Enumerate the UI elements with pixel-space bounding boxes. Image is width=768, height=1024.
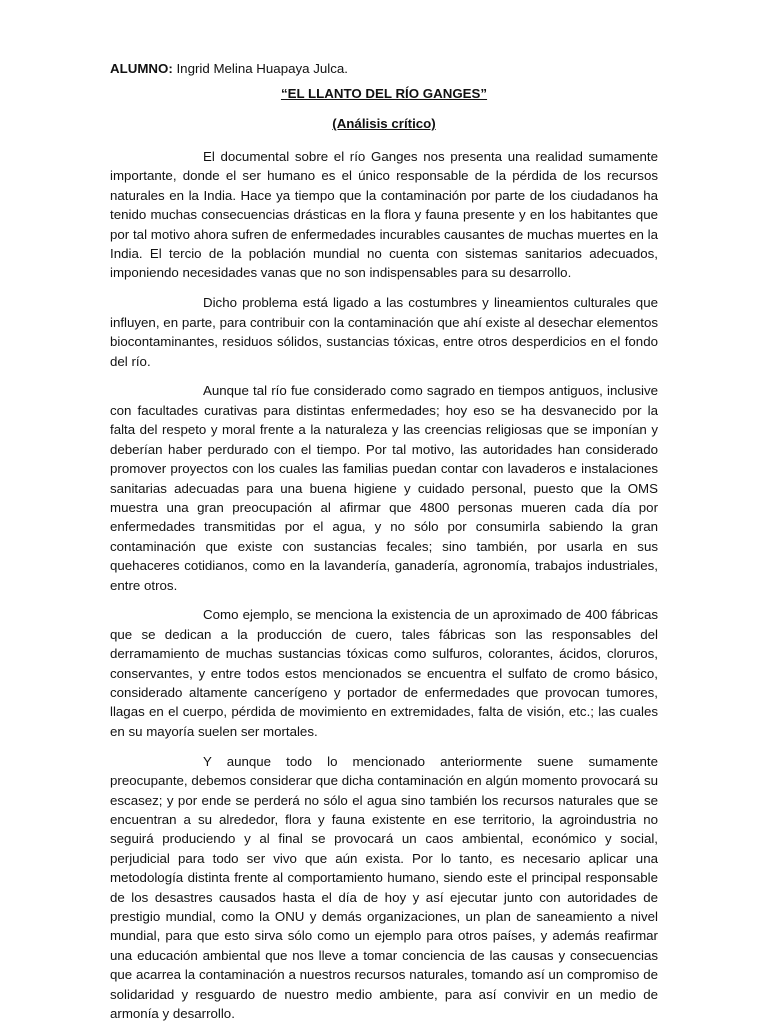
document-subtitle: (Análisis crítico): [332, 116, 436, 131]
paragraph: Aunque tal río fue considerado como sagrado en tiempos antiguos, inclusive con facultades curativas para distintas enfermedades; hoy eso se ha desvanecido por la falta del respeto y moral frente a la naturaleza y las creencias religiosas que se imponían y deberían haber perdurado con el tiempo. Por tal motivo, las autoridades han considerado promover proyectos con los cuales las familias puedan contar con lavaderos e instalaciones sanitarias adecuadas para una buena higiene y cuidado personal, puesto que la OMS muestra una gran preocupación al afirmar que 4800 personas mueren cada día por enfermedades transmitidas por el agua, y no sólo por consumirla sabiendo la gran contaminación que existe con sustancias fecales; sino también, por usarla en sus quehaceres cotidianos, como en la lavandería, ganadería, agronomía, trabajos industriales, entre otros.: [110, 383, 658, 593]
document-title: “EL LLANTO DEL RÍO GANGES”: [280, 86, 488, 101]
paragraph: Dicho problema está ligado a las costumbres y lineamientos culturales que influyen, en parte, para contribuir con la contaminación que ahí existe al desechar elementos biocontaminantes, residuos sólidos, sustancias tóxicas, entre otros desperdicios en el fondo del río.: [110, 295, 658, 369]
paragraph: Como ejemplo, se menciona la existencia de un aproximado de 400 fábricas que se dedican a la producción de cuero, tales fábricas son las responsables del derramamiento de muchas sustancias tóxicas como sulfuros, colorantes, ácidos, cloruros, conservantes, y entre todos estos mencionados se encuentra el sulfato de cromo básico, considerado altamente cancerígeno y portador de enfermedades que provocan tumores, llagas en el cuerpo, pérdida de movimiento en extremidades, falta de visión, etc.; las cuales en su mayoría suelen ser mortales.: [110, 607, 658, 739]
student-name: Ingrid Melina Huapaya Julca.: [176, 61, 348, 76]
student-line: [110, 60, 658, 78]
paragraph: Y aunque todo lo mencionado anteriormente suene sumamente preocupante, debemos considerar que dicha contaminación en algún momento provocará su escasez; y por ende se perderá no sólo el agua sino también los recursos naturales que se encuentran a su alrededor, flora y fauna existente en ese territorio, la agroindustria no seguirá produciendo y al final se provocará un caos ambiental, económico y social, perjudicial para todo ser vivo que aún exista. Por lo tanto, es necesario aplicar una metodología distinta frente al comportamiento humano, siendo este el principal responsable de los desastres causados hasta el día de hoy y así ejecutar junto con autoridades de prestigio mundial, como la ONU y demás organizaciones, un plan de saneamiento a nivel mundial, para que esto sirva sólo como un ejemplo para otros países, y además reafirmar una educación ambiental que nos lleve a tomar conciencia de las causas y consecuencias que acarrea la contaminación a nuestros recursos naturales, tomando así un compromiso de solidaridad y resguardo de nuestro medio ambiente, para así convivir en un medio de armonía y desarrollo.: [110, 753, 658, 1022]
document-body: [110, 147, 658, 1023]
student-label: ALUMNO:: [110, 61, 173, 76]
paragraph: El documental sobre el río Ganges nos presenta una realidad sumamente importante, donde el ser humano es el único responsable de la pérdida de los recursos naturales en la India. Hace ya tiempo que la contaminación por parte de los ciudadanos ha tenido muchas consecuencias drásticas en la flora y fauna presente y en los habitantes que por tal motivo ahora sufren de enfermedades incurables causantes de muchas muertes en la India. El tercio de la población mundial no cuenta con sistemas sanitarios adecuados, imponiendo necesidades vanas que no son indispensables para su desarrollo.: [110, 149, 658, 281]
